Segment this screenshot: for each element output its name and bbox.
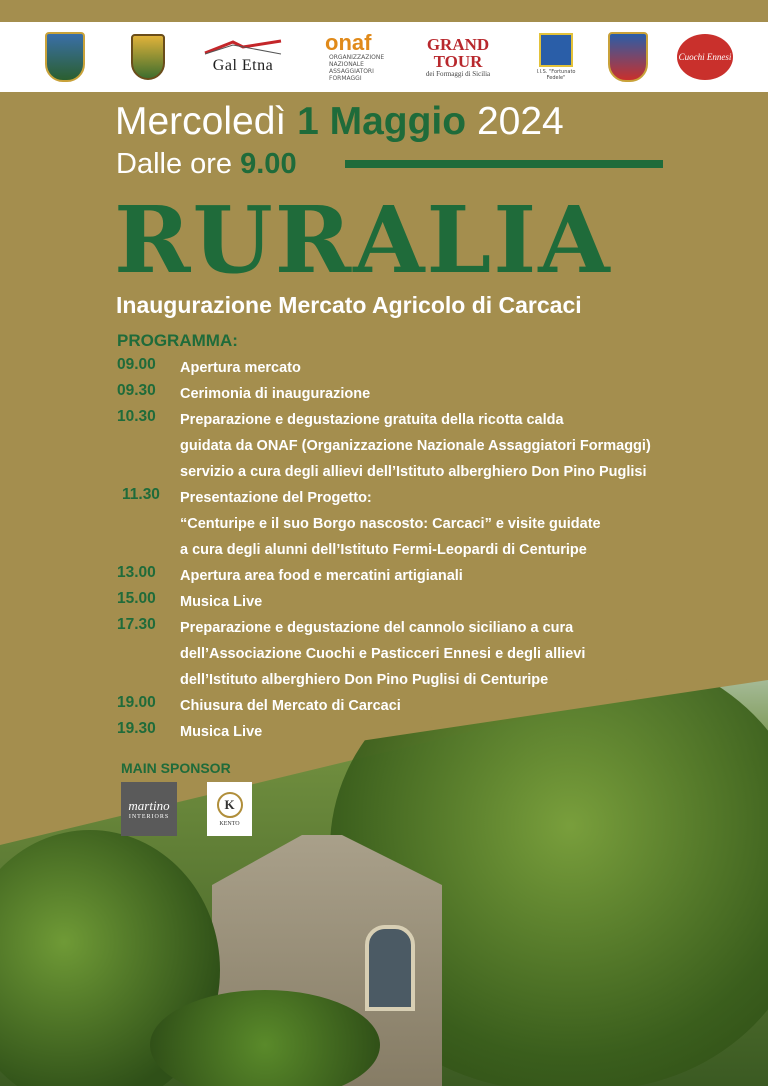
program-text: guidata da ONAF (Organizzazione Nazionale Assaggiatori Formaggi)	[180, 438, 651, 454]
sponsor-logo-martino	[121, 782, 177, 836]
church-window	[365, 925, 415, 1011]
logo-municipality-1	[40, 28, 90, 86]
sponsor-2-name: KENTO	[219, 820, 240, 827]
program-time: 11.30	[122, 486, 160, 503]
event-start-time	[116, 148, 297, 181]
day-month: 1 Maggio	[297, 100, 467, 143]
program-item	[117, 382, 737, 408]
time-prefix: Dalle ore	[116, 148, 233, 180]
program-heading: PROGRAMMA:	[117, 331, 238, 350]
weekday: Mercoledì	[115, 100, 287, 143]
mountain-icon	[203, 39, 283, 55]
kento-emblem-icon: K	[217, 792, 243, 818]
logo-grand-tour	[418, 28, 498, 86]
start-hour: 9.00	[240, 148, 297, 180]
program-time: 13.00	[117, 564, 156, 581]
sponsor-logo-kento	[207, 782, 252, 836]
program-text: dell’Istituto alberghiero Don Pino Puglisi di Centuripe	[180, 672, 549, 688]
school-crest-icon	[539, 33, 573, 67]
onaf-block	[325, 32, 389, 82]
event-title: RURALIA	[114, 186, 612, 294]
grand-tour-subtitle: dei Formaggi di Sicilia	[425, 70, 491, 78]
onaf-subtitle: ORGANIZZAZIONE NAZIONALE ASSAGGIATORI FORMAGGI	[329, 54, 385, 82]
sponsor-heading: MAIN SPONSOR	[121, 760, 231, 776]
program-text: Preparazione e degustazione gratuita della ricotta calda	[180, 412, 564, 428]
program-text: Presentazione del Progetto:	[180, 490, 372, 506]
school-caption: I.I.S. "Fortunato Fedele"	[536, 69, 576, 81]
program-time: 09.00	[117, 356, 156, 373]
program-time: 17.30	[117, 616, 156, 633]
coat-of-arms-icon	[45, 32, 85, 82]
logo-gal-etna	[198, 28, 288, 86]
year: 2024	[476, 100, 564, 143]
program-text: Musica Live	[180, 594, 263, 610]
coat-of-arms-icon	[608, 32, 648, 82]
sponsor-1-sub: INTERIORS	[128, 814, 170, 820]
program-time: 19.00	[117, 694, 156, 711]
program-item	[117, 486, 737, 564]
logo-bar	[0, 22, 768, 92]
program-item	[117, 564, 737, 590]
program-text: Preparazione e degustazione del cannolo siciliano a cura	[180, 620, 574, 636]
gal-etna-label: Gal Etna	[212, 57, 274, 74]
program-text: “Centuripe e il suo Borgo nascosto: Carcaci” e visite guidate	[180, 516, 601, 532]
grand-tour-line1: GRAND	[426, 35, 490, 54]
logo-municipality-3	[608, 28, 648, 86]
chef-badge: Cuochi Ennesi	[677, 34, 733, 80]
program-text: a cura degli alunni dell’Istituto Fermi-Leopardi di Centuripe	[180, 542, 587, 558]
logo-school	[528, 28, 584, 86]
program-item	[117, 356, 737, 382]
program-text: Musica Live	[180, 724, 263, 740]
program-text: Apertura area food e mercatini artigianali	[180, 568, 463, 584]
program-time: 19.30	[117, 720, 156, 737]
program-text: Chiusura del Mercato di Carcaci	[180, 698, 401, 714]
program-time: 15.00	[117, 590, 156, 607]
program-text: Cerimonia di inaugurazione	[180, 386, 371, 402]
grand-tour-line2: TOUR	[433, 52, 483, 71]
program-item	[117, 408, 737, 486]
logo-onaf	[312, 28, 402, 86]
sponsor-1-name: martino	[128, 798, 170, 813]
logo-municipality-2	[128, 28, 168, 86]
program-text: dell’Associazione Cuochi e Pasticceri Ennesi e degli allievi	[180, 646, 586, 662]
coat-of-arms-icon	[131, 34, 165, 80]
logo-chefs-association	[676, 28, 734, 86]
onaf-word: onaf	[325, 30, 372, 55]
program-time: 09.30	[117, 382, 156, 399]
event-date	[115, 100, 564, 144]
divider	[345, 160, 663, 168]
program-time: 10.30	[117, 408, 156, 425]
program-text: servizio a cura degli allievi dell’Istituto alberghiero Don Pino Puglisi	[180, 464, 647, 480]
event-subtitle: Inaugurazione Mercato Agricolo di Carcaci	[116, 292, 582, 318]
program-text: Apertura mercato	[180, 360, 301, 376]
program-item	[117, 590, 737, 616]
